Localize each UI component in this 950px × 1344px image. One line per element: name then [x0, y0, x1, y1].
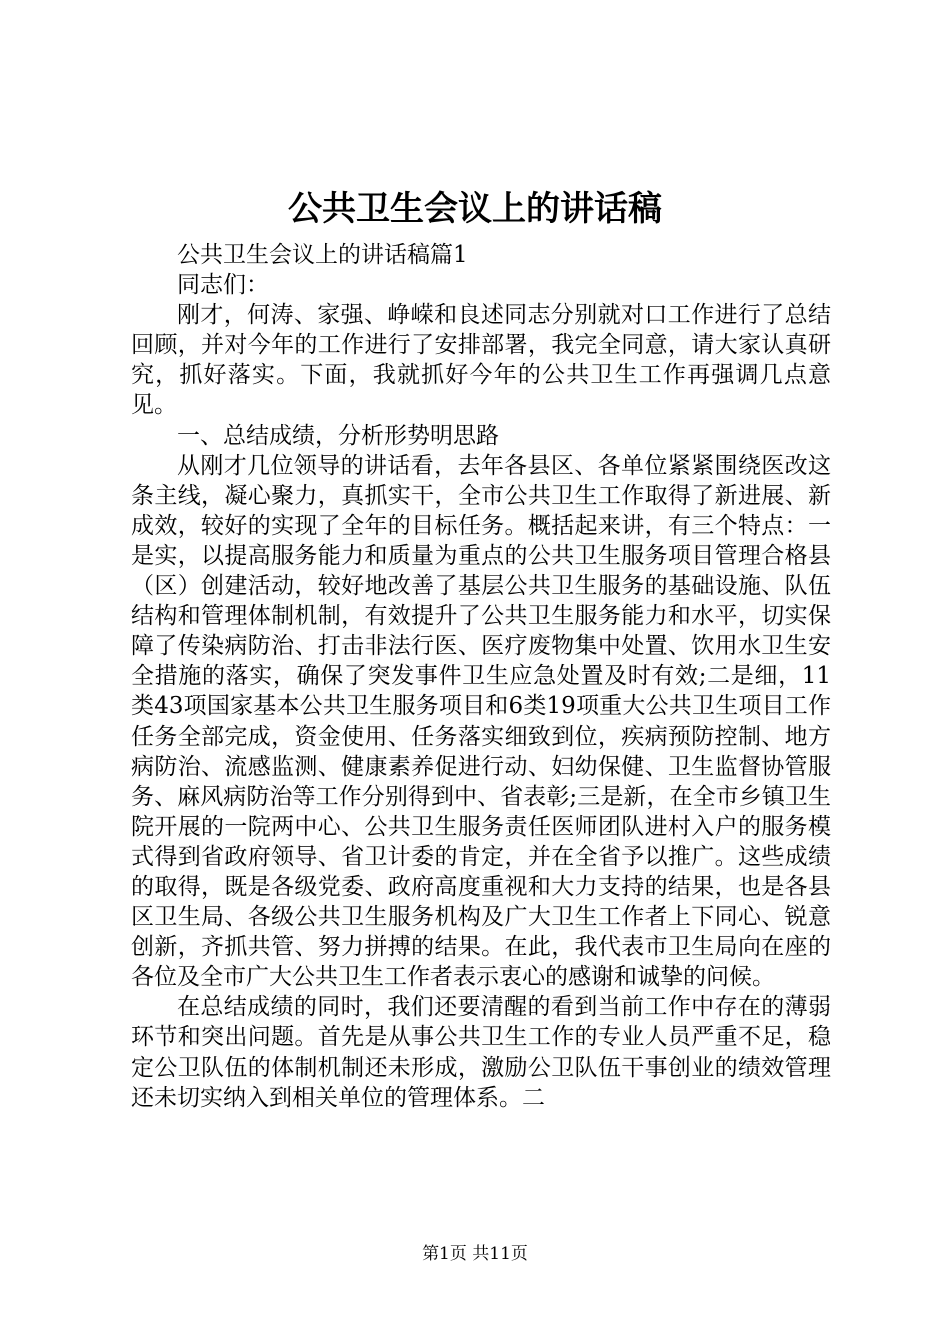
paragraph-salutation: 同志们： — [177, 272, 269, 299]
paragraph-problems: 在总结成绩的同时，我们还要清醒的看到当前工作中存在的薄弱环节和突出问题。首先是从事公共卫生工作的专业人员严重不足，稳定公卫队伍的体制机制还未形成，激励公卫队伍干事创业的绩效管理还未切实纳入到相关单位的管理体系。二 — [131, 994, 831, 1111]
paragraph-subtitle: 公共卫生会议上的讲话稿篇1 — [177, 242, 468, 268]
section-heading-1: 一、总结成绩，分析形势明思路 — [177, 422, 499, 449]
paragraph-intro: 刚才，何涛、家强、峥嵘和良述同志分别就对口工作进行了总结回顾，并对今年的工作进行了安排部署，我完全同意，请大家认真研究，抓好落实。下面，我就抓好今年的公共卫生工作再强调几点意见。 — [131, 302, 831, 419]
paragraph-achievements: 从刚才几位领导的讲话看，去年各县区、各单位紧紧围绕医改这条主线，凝心聚力，真抓实干，全市公共卫生工作取得了新进展、新成效，较好的实现了全年的目标任务。概括起来讲，有三个特点：一是实，以提高服务能力和质量为重点的公共卫生服务项目管理合格县（区）创建活动，较好地改善了基层公共卫生服务的基础设施、队伍结构和管理体制机制，有效提升了公共卫生服务能力和水平，切实保障了传染病防治、打击非法行医、医疗废物集中处置、饮用水卫生安全措施的落实，确保了突发事件卫生应急处置及时有效;二是细，11类43项国家基本公共卫生服务项目和6类19项重大公共卫生项目工作任务全部完成，资金使用、任务落实细致到位，疾病预防控制、地方病防治、流感监测、健康素养促进行动、妇幼保健、卫生监督协管服务、麻风病防治等工作分别得到中、省表彰;三是新，在全市乡镇卫生院开展的一院两中心、公共卫生服务责任医师团队进村入户的服务模式得到省政府领导、省卫计委的肯定，并在全省予以推广。这些成绩的取得，既是各级党委、政府高度重视和大力支持的结果，也是各县区卫生局、各级公共卫生服务机构及广大卫生工作者上下同心、锐意创新，齐抓共管、努力拼搏的结果。在此，我代表市卫生局向在座的各位及全市广大公共卫生工作者表示衷心的感谢和诚挚的问候。 — [131, 452, 831, 991]
document-body — [131, 240, 831, 1113]
page-number: 第1页 共11页 — [422, 1244, 528, 1264]
document-title: 公共卫生会议上的讲话稿 — [288, 189, 662, 229]
